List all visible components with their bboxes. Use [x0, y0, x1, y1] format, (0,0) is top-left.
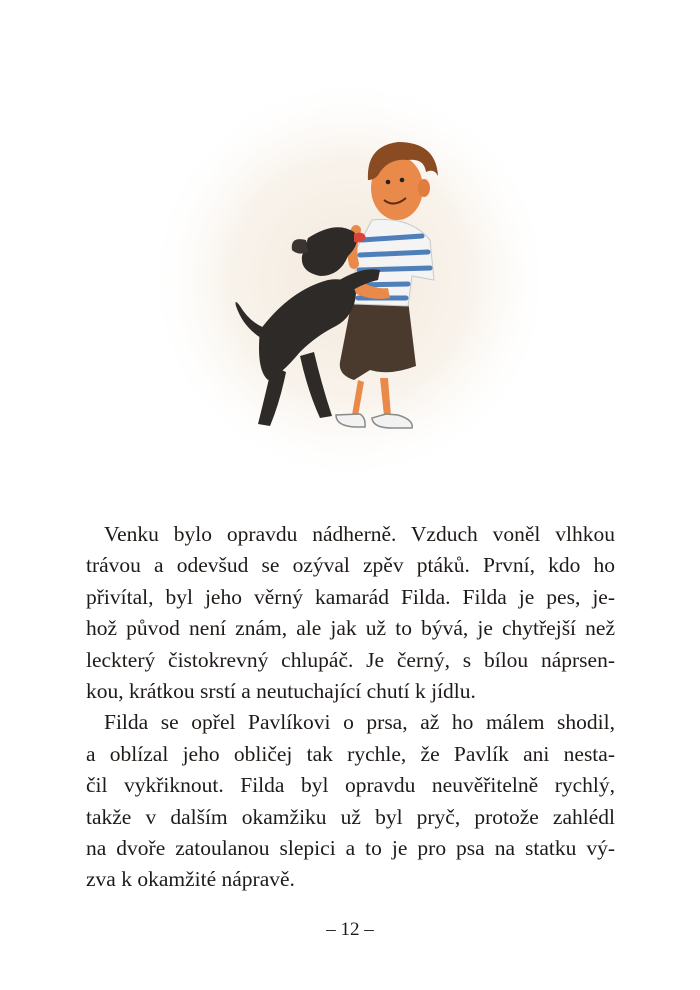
- page-number: – 12 –: [326, 919, 374, 940]
- text-line: takže v dalším okamžiku už byl pryč, protože zahlédl: [86, 804, 615, 829]
- illustration-boy-and-dog: [140, 80, 560, 500]
- paragraph-1: [86, 519, 615, 707]
- text-line: čil vykřiknout. Filda byl opravdu neuvěřitelně rychlý,: [86, 773, 615, 798]
- text-line: Venku bylo opravdu nádherně. Vzduch voněl vlhkou: [104, 522, 615, 546]
- body-text: [86, 519, 615, 896]
- text-line: a oblízal jeho obličej tak rychle, že Pavlík ani nesta-: [86, 741, 615, 766]
- text-line: Filda se opřel Pavlíkovi o prsa, až ho málem shodil,: [104, 710, 615, 735]
- text-line: na dvoře zatoulanou slepici a to je pro psa na statku vý-: [86, 835, 615, 860]
- text-line: trávou a odevšud se ozýval zpěv ptáků. První, kdo ho: [86, 553, 615, 578]
- text-line: zva k okamžité nápravě.: [86, 867, 295, 892]
- text-line: hož původ není znám, ale jak už to bývá, je chytřejší než: [86, 616, 615, 641]
- text-line: kou, krátkou srstí a neutuchající chutí k jídlu.: [86, 678, 476, 703]
- paragraph-2: [86, 707, 615, 895]
- text-line: přivítal, byl jeho věrný kamarád Filda. Filda je pes, je-: [86, 584, 615, 609]
- text-line: leckterý čistokrevný chlupáč. Je černý, s bílou náprsen-: [86, 647, 615, 672]
